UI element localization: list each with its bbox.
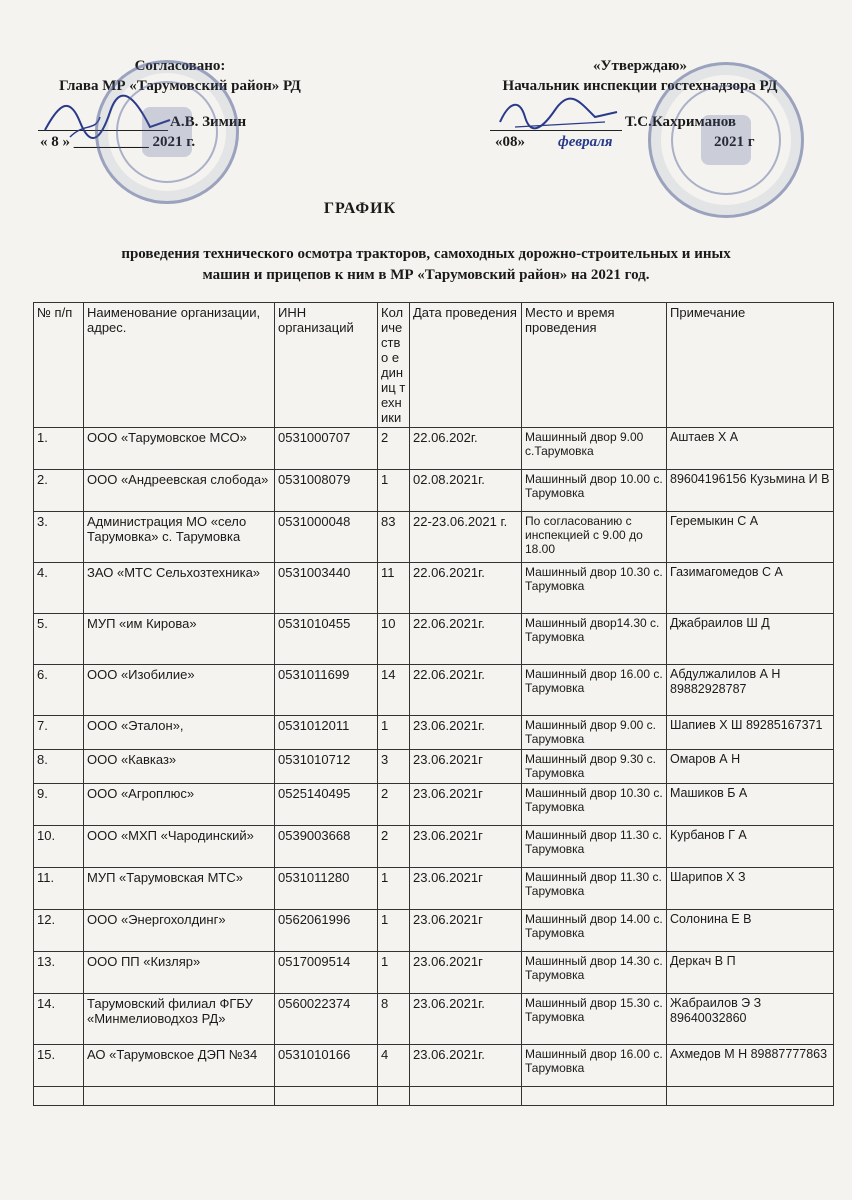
cell-note: Деркач В П [667, 952, 834, 994]
cell-qty: 1 [378, 716, 410, 750]
cell-qty: 1 [378, 868, 410, 910]
cell-org: ООО «Эталон», [84, 716, 275, 750]
cell-org: ООО «Кавказ» [84, 750, 275, 784]
cell-date: 22.06.2021г. [410, 563, 522, 614]
approval-position-left: Глава МР «Тарумовский район» РД [59, 78, 301, 94]
cell-date: 23.06.2021г [410, 784, 522, 826]
cell-num: 8. [34, 750, 84, 784]
cell-qty: 2 [378, 784, 410, 826]
cell-num: 1. [34, 428, 84, 470]
cell-note: Машиков Б А [667, 784, 834, 826]
cell-empty [378, 1087, 410, 1106]
signer-right: Т.С.Кахриманов [625, 114, 736, 130]
cell-qty: 1 [378, 952, 410, 994]
cell-date: 22.06.2021г. [410, 614, 522, 665]
table-row [34, 563, 834, 614]
cell-place: Машинный двор 9.30 с. Тарумовка [522, 750, 667, 784]
approval-heading-right: «Утверждаю» [593, 58, 687, 74]
signature-right [495, 92, 625, 137]
cell-org: МУП «им Кирова» [84, 614, 275, 665]
cell-inn: 0531011280 [275, 868, 378, 910]
cell-place: Машинный двор14.30 с. Тарумовка [522, 614, 667, 665]
cell-note: Аштаев Х А [667, 428, 834, 470]
table-row [34, 716, 834, 750]
cell-place: Машинный двор 14.30 с. Тарумовка [522, 952, 667, 994]
cell-num: 2. [34, 470, 84, 512]
cell-note: Жабраилов Э З 89640032860 [667, 994, 834, 1045]
cell-num: 6. [34, 665, 84, 716]
cell-date: 23.06.2021г [410, 952, 522, 994]
cell-empty [410, 1087, 522, 1106]
date-year-right: 2021 г [714, 134, 755, 150]
cell-place: Машинный двор 14.00 с. Тарумовка [522, 910, 667, 952]
table-row [34, 428, 834, 470]
cell-date: 23.06.2021г. [410, 994, 522, 1045]
table-row [34, 868, 834, 910]
header-org: Наименование организации, адрес. [84, 303, 275, 428]
table-row [34, 1045, 834, 1087]
cell-org: ООО «Агроплюс» [84, 784, 275, 826]
cell-place: Машинный двор 9.00 с. Тарумовка [522, 716, 667, 750]
cell-date: 23.06.2021г. [410, 716, 522, 750]
approval-heading-left: Согласовано: [134, 58, 226, 74]
cell-note: Газимагомедов С А [667, 563, 834, 614]
cell-empty [84, 1087, 275, 1106]
cell-date: 23.06.2021г. [410, 1045, 522, 1087]
date-line-left: « 8 » __________ 2021 г. [40, 134, 196, 150]
cell-qty: 8 [378, 994, 410, 1045]
cell-place: Машинный двор 10.30 с. Тарумовка [522, 784, 667, 826]
cell-qty: 2 [378, 428, 410, 470]
cell-place: Машинный двор 16.00 с. Тарумовка [522, 1045, 667, 1087]
cell-note: Геремыкин С А [667, 512, 834, 563]
cell-qty: 83 [378, 512, 410, 563]
date-day-right: «08» [495, 134, 525, 150]
cell-org: Тарумовский филиал ФГБУ «Минмелиоводхоз РД» [84, 994, 275, 1045]
cell-note: Шапиев Х Ш 89285167371 [667, 716, 834, 750]
header-note: Примечание [667, 303, 834, 428]
cell-inn: 0531003440 [275, 563, 378, 614]
table-row [34, 994, 834, 1045]
table-row [34, 512, 834, 563]
cell-place: Машинный двор 10.30 с. Тарумовка [522, 563, 667, 614]
cell-place: Машинный двор 16.00 с. Тарумовка [522, 665, 667, 716]
cell-org: АО «Тарумовское ДЭП №34 [84, 1045, 275, 1087]
cell-num: 12. [34, 910, 84, 952]
table-row [34, 826, 834, 868]
cell-num: 9. [34, 784, 84, 826]
cell-num: 14. [34, 994, 84, 1045]
cell-qty: 3 [378, 750, 410, 784]
cell-inn: 0531010455 [275, 614, 378, 665]
cell-date: 22.06.2021г. [410, 665, 522, 716]
cell-qty: 14 [378, 665, 410, 716]
cell-inn: 0562061996 [275, 910, 378, 952]
cell-org: ООО «Энергохолдинг» [84, 910, 275, 952]
cell-empty [667, 1087, 834, 1106]
cell-num: 4. [34, 563, 84, 614]
approval-position-right: Начальник инспекции гостехнадзора РД [502, 78, 778, 94]
cell-note: Ахмедов М Н 89887777863 [667, 1045, 834, 1087]
cell-note: Шарипов Х З [667, 868, 834, 910]
cell-org: ООО «МХП «Чародинский» [84, 826, 275, 868]
stamp-right [648, 62, 804, 218]
cell-date: 22.06.202г. [410, 428, 522, 470]
schedule-table [33, 302, 834, 1106]
cell-qty: 10 [378, 614, 410, 665]
header-date: Дата проведения [410, 303, 522, 428]
cell-qty: 11 [378, 563, 410, 614]
cell-inn: 0531000707 [275, 428, 378, 470]
cell-num: 13. [34, 952, 84, 994]
table-row [34, 784, 834, 826]
document-title: ГРАФИК [323, 200, 397, 217]
cell-num: 7. [34, 716, 84, 750]
cell-date: 23.06.2021г [410, 750, 522, 784]
table-row [34, 614, 834, 665]
cell-empty [34, 1087, 84, 1106]
header-num: № п/п [34, 303, 84, 428]
cell-note: Абдулжалилов А Н 89882928787 [667, 665, 834, 716]
subtitle-line-2: машин и прицепов к ним в МР «Тарумовский район» на 2021 год. [202, 267, 650, 283]
cell-date: 23.06.2021г [410, 868, 522, 910]
cell-org: МУП «Тарумовская МТС» [84, 868, 275, 910]
cell-qty: 1 [378, 910, 410, 952]
cell-note: Курбанов Г А [667, 826, 834, 868]
header-qty: Количество единиц техники [378, 303, 410, 428]
date-month-right: февраля [558, 134, 613, 150]
cell-inn: 0531010166 [275, 1045, 378, 1087]
cell-note: 89604196156 Кузьмина И В [667, 470, 834, 512]
cell-num: 3. [34, 512, 84, 563]
cell-qty: 1 [378, 470, 410, 512]
header-place: Место и время проведения [522, 303, 667, 428]
subtitle-line-1: проведения технического осмотра тракторов, самоходных дорожно-строительных и иных [121, 246, 731, 262]
table-row [34, 952, 834, 994]
cell-inn: 0525140495 [275, 784, 378, 826]
cell-org: ООО «Андреевская слобода» [84, 470, 275, 512]
table-row [34, 910, 834, 952]
cell-inn: 0560022374 [275, 994, 378, 1045]
cell-date: 23.06.2021г [410, 910, 522, 952]
cell-inn: 0531008079 [275, 470, 378, 512]
cell-date: 02.08.2021г. [410, 470, 522, 512]
cell-org: ООО ПП «Кизляр» [84, 952, 275, 994]
cell-inn: 0517009514 [275, 952, 378, 994]
table-row [34, 470, 834, 512]
cell-date: 22-23.06.2021 г. [410, 512, 522, 563]
cell-place: Машинный двор 10.00 с. Тарумовка [522, 470, 667, 512]
cell-org: ООО «Изобилие» [84, 665, 275, 716]
cell-qty: 2 [378, 826, 410, 868]
document-subtitle [56, 244, 796, 286]
cell-inn: 0539003668 [275, 826, 378, 868]
cell-org: Администрация МО «село Тарумовка» с. Тарумовка [84, 512, 275, 563]
cell-org: ЗАО «МТС Сельхозтехника» [84, 563, 275, 614]
header-inn: ИНН организаций [275, 303, 378, 428]
cell-note: Джабраилов Ш Д [667, 614, 834, 665]
cell-place: Машинный двор 9.00 с.Тарумовка [522, 428, 667, 470]
cell-place: Машинный двор 15.30 с. Тарумовка [522, 994, 667, 1045]
cell-inn: 0531011699 [275, 665, 378, 716]
cell-org: ООО «Тарумовское МСО» [84, 428, 275, 470]
cell-date: 23.06.2021г [410, 826, 522, 868]
table-row [34, 750, 834, 784]
table-row-empty [34, 1087, 834, 1106]
cell-inn: 0531000048 [275, 512, 378, 563]
cell-inn: 0531012011 [275, 716, 378, 750]
cell-empty [275, 1087, 378, 1106]
cell-inn: 0531010712 [275, 750, 378, 784]
cell-num: 10. [34, 826, 84, 868]
cell-place: Машинный двор 11.30 с. Тарумовка [522, 826, 667, 868]
cell-note: Солонина Е В [667, 910, 834, 952]
table-row [34, 665, 834, 716]
cell-qty: 4 [378, 1045, 410, 1087]
table-header-row [34, 303, 834, 428]
cell-num: 11. [34, 868, 84, 910]
cell-note: Омаров А Н [667, 750, 834, 784]
stamp-left [95, 60, 239, 204]
cell-num: 5. [34, 614, 84, 665]
cell-place: По согласованию с инспекцией с 9.00 до 18.00 [522, 512, 667, 563]
signer-left: А.В. Зимин [170, 114, 247, 130]
cell-num: 15. [34, 1045, 84, 1087]
cell-place: Машинный двор 11.30 с. Тарумовка [522, 868, 667, 910]
cell-empty [522, 1087, 667, 1106]
